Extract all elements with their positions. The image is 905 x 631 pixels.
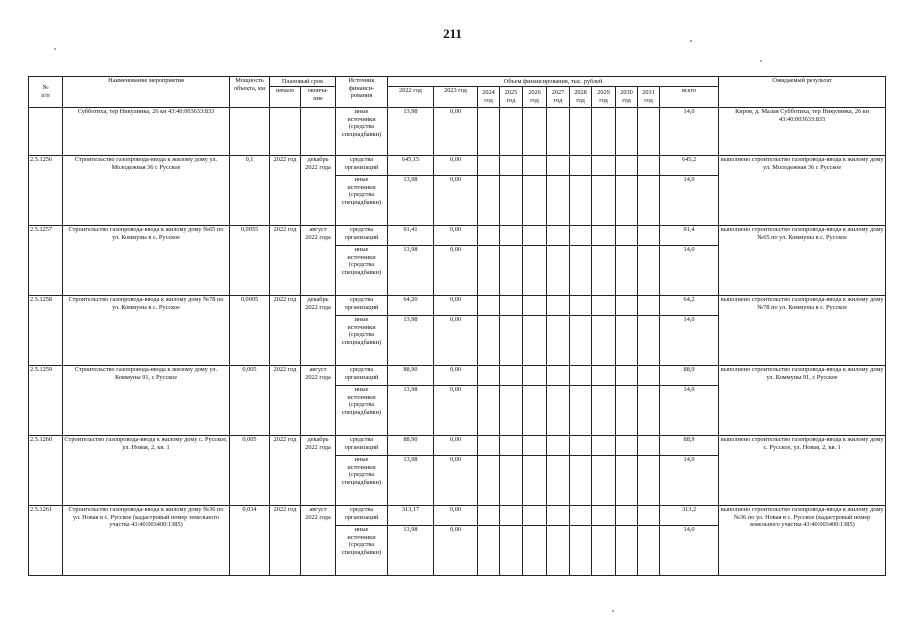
cell-2031	[638, 108, 660, 156]
cell-total: 91,4	[660, 226, 719, 246]
cell-2029	[592, 296, 616, 316]
cell-2022: 313,17	[388, 506, 434, 526]
cell-name: Строительство газопровода-ввода к жилому дому №36 по ул. Новая в с. Русское (кадастровый номер земельного участка 43:40:003400:1385)	[63, 506, 230, 576]
cell-2023: 0,00	[434, 506, 478, 526]
header-capacity: Мощность объекта, км	[230, 77, 270, 108]
cell-2028	[570, 436, 592, 456]
cell-2029	[592, 156, 616, 176]
cell-2026	[523, 436, 547, 456]
cell-2030	[616, 366, 638, 386]
cell-2030	[616, 226, 638, 246]
cell-total: 14,0	[660, 526, 719, 576]
cell-2027	[547, 506, 570, 526]
cell-2024	[478, 176, 500, 226]
cell-2023: 0,00	[434, 366, 478, 386]
cell-source: иные источники (средства спецнадбавки)	[336, 386, 388, 436]
cell-name: Строительство газопровода-ввода к жилому дому ул. Коммуны 91, с Русское	[63, 366, 230, 436]
cell-num: 2.5.1258	[29, 296, 63, 366]
cell-2028	[570, 246, 592, 296]
cell-2024	[478, 108, 500, 156]
cell-2023: 0,00	[434, 436, 478, 456]
cell-2031	[638, 296, 660, 316]
cell-2025	[500, 436, 523, 456]
cell-2026	[523, 386, 547, 436]
cell-2026	[523, 246, 547, 296]
cell-total: 88,9	[660, 436, 719, 456]
cell-num: 2.5.1260	[29, 436, 63, 506]
cell-2025	[500, 526, 523, 576]
cell-2022: 88,90	[388, 366, 434, 386]
cell-2028	[570, 316, 592, 366]
table-row	[29, 436, 886, 456]
cell-2022: 13,98	[388, 246, 434, 296]
cell-2031	[638, 316, 660, 366]
cell-2028	[570, 456, 592, 506]
cell-2031	[638, 246, 660, 296]
cell-2030	[616, 386, 638, 436]
cell-total: 14,0	[660, 246, 719, 296]
cell-2022: 13,98	[388, 108, 434, 156]
cell-result: выполнено строительство газопровода-ввода к жилому дому №36 по ул. Новая в с. Русское (кадастровый номер земельного участка 43:40:003400:1385)	[719, 506, 886, 576]
cell-2029	[592, 226, 616, 246]
cell-2027	[547, 176, 570, 226]
cell-result: выполнено строительство газопровода-ввода к жилому дому ул. Коммуны 91, с Русское	[719, 366, 886, 436]
header-2024: 2024 год	[478, 87, 500, 108]
cell-num: 2.5.1256	[29, 156, 63, 226]
cell-2031	[638, 456, 660, 506]
cell-num: 2.5.1257	[29, 226, 63, 296]
cell-2029	[592, 316, 616, 366]
cell-source: средства организаций	[336, 366, 388, 386]
cell-end: декабрь 2022 года	[301, 156, 336, 226]
cell-name: Строительство газопровода-ввода к жилому дому ул. Молодежная 36 с Русское	[63, 156, 230, 226]
header-2029: 2029 год	[592, 87, 616, 108]
cell-2025	[500, 156, 523, 176]
cell-capacity: 0,005	[230, 436, 270, 506]
cell-total: 14,0	[660, 386, 719, 436]
cell-2023: 0,00	[434, 246, 478, 296]
cell-2026	[523, 506, 547, 526]
cell-2028	[570, 386, 592, 436]
cell-2022: 13,98	[388, 386, 434, 436]
cell-2026	[523, 108, 547, 156]
cell-2023: 0,00	[434, 226, 478, 246]
cell-source: иные источники (средства спецнадбавки)	[336, 176, 388, 226]
cell-name: Строительство газопровода-ввода к жилому дому с. Русское, ул. Новая, 2, кв. 1	[63, 436, 230, 506]
cell-2031	[638, 506, 660, 526]
cell-2028	[570, 176, 592, 226]
cell-2024	[478, 526, 500, 576]
cell-total: 14,0	[660, 108, 719, 156]
table-row	[29, 156, 886, 176]
header-2025: 2025 год	[500, 87, 523, 108]
cell-2022: 91,41	[388, 226, 434, 246]
header-2023: 2023 год	[434, 87, 478, 108]
cell-2023: 0,00	[434, 176, 478, 226]
cell-2029	[592, 456, 616, 506]
cell-2030	[616, 296, 638, 316]
cell-start: 2022 год	[270, 226, 301, 296]
cell-2030	[616, 108, 638, 156]
cell-start	[270, 108, 301, 156]
cell-result: выполнено строительство газопровода-ввода к жилому дому №78 по ул. Коммуны в с. Русское	[719, 296, 886, 366]
cell-2027	[547, 296, 570, 316]
header-start: начало	[270, 87, 301, 108]
cell-2030	[616, 456, 638, 506]
table-row	[29, 366, 886, 386]
cell-result: выполнено строительство газопровода-ввода к жилому дому ул. Молодежная 36 с Русское	[719, 156, 886, 226]
cell-start: 2022 год	[270, 366, 301, 436]
cell-2025	[500, 316, 523, 366]
scan-speck	[690, 40, 692, 42]
cell-2022: 645,15	[388, 156, 434, 176]
cell-2027	[547, 436, 570, 456]
cell-name: Строительство газопровода-ввода к жилому дому №78 по ул. Коммуны в с. Русское	[63, 296, 230, 366]
cell-2026	[523, 526, 547, 576]
cell-2025	[500, 366, 523, 386]
header-total: всего	[660, 87, 719, 108]
cell-total: 88,9	[660, 366, 719, 386]
cell-2027	[547, 316, 570, 366]
cell-source: иные источники (средства спецнадбавки)	[336, 316, 388, 366]
cell-2031	[638, 386, 660, 436]
cell-2029	[592, 436, 616, 456]
cell-source: средства организаций	[336, 506, 388, 526]
cell-2024	[478, 226, 500, 246]
cell-2023: 0,00	[434, 296, 478, 316]
cell-2023: 0,00	[434, 386, 478, 436]
cell-2024	[478, 436, 500, 456]
cell-2029	[592, 506, 616, 526]
cell-source: средства организаций	[336, 156, 388, 176]
header-result: Ожидаемый результат	[719, 77, 886, 108]
cell-2031	[638, 366, 660, 386]
cell-2024	[478, 386, 500, 436]
header-2027: 2027 год	[547, 87, 570, 108]
cell-source: иные источники (средства спецнадбавки)	[336, 246, 388, 296]
cell-2030	[616, 316, 638, 366]
cell-total: 645,2	[660, 156, 719, 176]
cell-2026	[523, 176, 547, 226]
cell-capacity: 0,005	[230, 366, 270, 436]
cell-2028	[570, 506, 592, 526]
cell-2027	[547, 366, 570, 386]
cell-2029	[592, 526, 616, 576]
cell-capacity: 0,0055	[230, 226, 270, 296]
scan-speck	[760, 60, 762, 62]
table-row	[29, 506, 886, 526]
cell-end: август 2022 года	[301, 506, 336, 576]
header-name: Наименование мероприятия	[63, 77, 230, 108]
cell-source: средства организаций	[336, 226, 388, 246]
cell-2030	[616, 156, 638, 176]
cell-2027	[547, 226, 570, 246]
cell-num: 2.5.1259	[29, 366, 63, 436]
cell-2024	[478, 366, 500, 386]
cell-result: выполнено строительство газопровода-ввода к жилому дому №65 по ул. Коммуны в с. Русское	[719, 226, 886, 296]
cell-2025	[500, 176, 523, 226]
cell-num	[29, 108, 63, 156]
cell-2030	[616, 176, 638, 226]
header-2028: 2028 год	[570, 87, 592, 108]
cell-2026	[523, 456, 547, 506]
cell-2025	[500, 226, 523, 246]
cell-start: 2022 год	[270, 506, 301, 576]
cell-2022: 88,90	[388, 436, 434, 456]
header-num: № п/п	[29, 77, 63, 108]
cell-2024	[478, 316, 500, 366]
cell-2024	[478, 456, 500, 506]
cell-2025	[500, 108, 523, 156]
cell-start: 2022 год	[270, 156, 301, 226]
cell-2024	[478, 156, 500, 176]
cell-2027	[547, 526, 570, 576]
cell-source: иные источники (средства спецнадбавки)	[336, 108, 388, 156]
cell-2024	[478, 506, 500, 526]
cell-end: декабрь 2022 года	[301, 436, 336, 506]
cell-source: иные источники (средства спецнадбавки)	[336, 526, 388, 576]
cell-2023: 0,00	[434, 156, 478, 176]
cell-2030	[616, 436, 638, 456]
cell-name: Субботиха, тер Никулинка, 26 кн 43:40:003633:833	[63, 108, 230, 156]
header-2022: 2022 год	[388, 87, 434, 108]
cell-2026	[523, 366, 547, 386]
cell-capacity	[230, 108, 270, 156]
cell-2025	[500, 246, 523, 296]
cell-2029	[592, 386, 616, 436]
cell-end: декабрь 2022 года	[301, 296, 336, 366]
cell-2028	[570, 226, 592, 246]
cell-2029	[592, 176, 616, 226]
cell-end	[301, 108, 336, 156]
cell-result: выполнено строительство газопровода-ввода к жилому дому с. Русское, ул. Новая, 2, кв. 1	[719, 436, 886, 506]
cell-num: 2.5.1261	[29, 506, 63, 576]
cell-start: 2022 год	[270, 296, 301, 366]
header-plan-period: Плановый срок	[270, 77, 336, 87]
cell-2031	[638, 226, 660, 246]
cell-2029	[592, 108, 616, 156]
cell-source: средства организаций	[336, 296, 388, 316]
cell-2030	[616, 506, 638, 526]
cell-2022: 13,98	[388, 456, 434, 506]
cell-2022: 13,98	[388, 526, 434, 576]
cell-2024	[478, 296, 500, 316]
cell-2029	[592, 366, 616, 386]
cell-2027	[547, 246, 570, 296]
table-row	[29, 226, 886, 246]
cell-2026	[523, 226, 547, 246]
cell-2029	[592, 246, 616, 296]
scan-speck	[54, 48, 56, 50]
cell-end: август 2022 года	[301, 366, 336, 436]
header-funding: Объем финансирования, тыс. рублей	[388, 77, 719, 87]
cell-2026	[523, 296, 547, 316]
cell-total: 14,0	[660, 316, 719, 366]
cell-capacity: 0,034	[230, 506, 270, 576]
cell-2027	[547, 386, 570, 436]
cell-2023: 0,00	[434, 526, 478, 576]
cell-2022: 13,98	[388, 316, 434, 366]
cell-source: иные источники (средства спецнадбавки)	[336, 456, 388, 506]
table-row	[29, 296, 886, 316]
cell-2028	[570, 526, 592, 576]
cell-2024	[478, 246, 500, 296]
cell-2031	[638, 436, 660, 456]
header-2030: 2030 год	[616, 87, 638, 108]
cell-2027	[547, 456, 570, 506]
cell-2031	[638, 176, 660, 226]
cell-2022: 64,20	[388, 296, 434, 316]
cell-2023: 0,00	[434, 108, 478, 156]
cell-2027	[547, 108, 570, 156]
cell-2026	[523, 316, 547, 366]
page-number: 211	[443, 26, 462, 41]
cell-2028	[570, 156, 592, 176]
cell-2025	[500, 386, 523, 436]
header-2031: 2031 год	[638, 87, 660, 108]
cell-capacity: 0,1	[230, 156, 270, 226]
cell-total: 14,0	[660, 456, 719, 506]
cell-2025	[500, 296, 523, 316]
cell-result: Киров, д. Малая Субботиха, тер Никулинка, 26 кн 43:40:003633:833	[719, 108, 886, 156]
header-source: Источник финанси- рования	[336, 77, 388, 108]
table-row-continuation	[29, 108, 886, 156]
funding-table	[28, 76, 886, 576]
cell-2028	[570, 366, 592, 386]
cell-2031	[638, 526, 660, 576]
cell-total: 313,2	[660, 506, 719, 526]
cell-name: Строительство газопровода-ввода к жилому дому №65 по ул. Коммуны в с. Русское	[63, 226, 230, 296]
cell-2031	[638, 156, 660, 176]
cell-2030	[616, 526, 638, 576]
cell-2022: 13,98	[388, 176, 434, 226]
cell-total: 64,2	[660, 296, 719, 316]
cell-source: средства организаций	[336, 436, 388, 456]
cell-2027	[547, 156, 570, 176]
cell-end: август 2022 года	[301, 226, 336, 296]
cell-start: 2022 год	[270, 436, 301, 506]
scan-speck	[612, 610, 614, 612]
cell-capacity: 0,0005	[230, 296, 270, 366]
cell-total: 14,0	[660, 176, 719, 226]
cell-2026	[523, 156, 547, 176]
header-end: оконча- ние	[301, 87, 336, 108]
cell-2025	[500, 456, 523, 506]
header-2026: 2026 год	[523, 87, 547, 108]
cell-2023: 0,00	[434, 456, 478, 506]
cell-2028	[570, 296, 592, 316]
cell-2028	[570, 108, 592, 156]
cell-2030	[616, 246, 638, 296]
cell-2023: 0,00	[434, 316, 478, 366]
cell-2025	[500, 506, 523, 526]
